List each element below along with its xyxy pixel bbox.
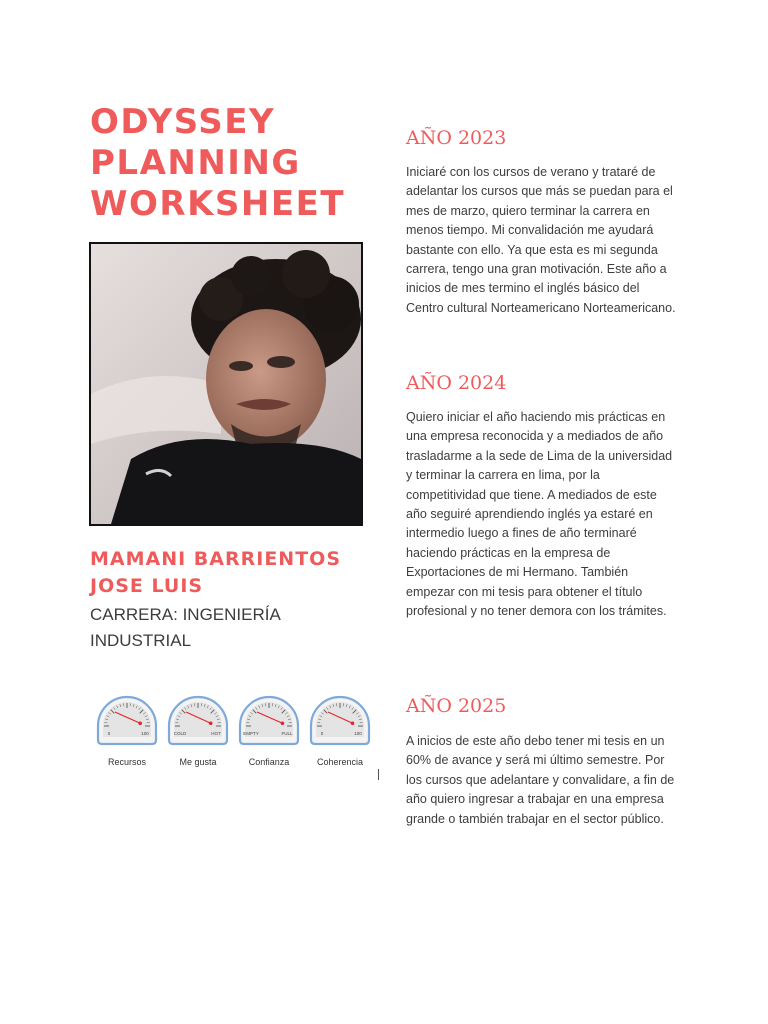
gauge-needle-tip xyxy=(209,722,213,726)
section-body-2025: A inicios de este año debo tener mi tesis en un 60% de avance y será mi último semestre. Por los cursos que adelantare y convalidare, a fin de año quiero ingresar a trabajar en una empresa grande o también trabajar en el sector público. xyxy=(406,734,675,826)
gauge-max-label: HOT xyxy=(211,731,221,736)
gauge-max-label: 100 xyxy=(141,731,149,736)
page-title xyxy=(90,102,370,225)
gauge-needle-tip xyxy=(281,722,285,726)
gauge-min-label: 0 xyxy=(320,731,324,736)
name-line-1: MAMANI BARRIENTOS xyxy=(90,548,342,570)
gauge-min-label: 0 xyxy=(107,731,111,736)
gauge-label: Coherencia xyxy=(316,757,364,767)
gauge-max-label: 100 xyxy=(354,731,362,736)
gauge-dial-icon xyxy=(94,692,160,748)
gauge-dial-icon xyxy=(165,692,231,748)
gauge-dial-icon xyxy=(307,692,373,748)
gauge-label: Confianza xyxy=(248,757,290,767)
section-body-2023: Iniciaré con los cursos de verano y trataré de adelantar los cursos que más se puedan para el mes de marzo, quiero terminar la carrera en menos tiempo. Mi convalidación me ayudará bastante con ello. Ya que esta es mi segunda carrera, tengo una gran motivación. Este año a inicios de mes termino el inglés básico del Centro cultural Norteamericano Norteamericano. xyxy=(406,165,676,315)
gauge-recursos xyxy=(94,692,160,767)
name-line-2: JOSE LUIS xyxy=(90,575,204,597)
section-heading-2024: AÑO 2024 xyxy=(406,372,507,394)
gauge-label: Recursos xyxy=(107,757,146,767)
section-heading-2025: AÑO 2025 xyxy=(406,695,507,717)
gauge-dial-icon xyxy=(236,692,302,748)
gauge-label: Me gusta xyxy=(179,757,217,767)
gauge-min-label: COLD xyxy=(173,731,187,736)
gauge-needle-tip xyxy=(138,722,142,726)
gauge-max-label: FULL xyxy=(281,731,293,736)
gauge-confianza xyxy=(236,692,302,767)
career-text: CARRERA: INGENIERÍA INDUSTRIAL xyxy=(90,605,280,650)
gauge-me-gusta xyxy=(165,692,231,767)
gauge-min-label: EMPTY xyxy=(243,731,259,736)
title-line-1: ODYSSEY xyxy=(90,102,276,142)
title-line-3: WORKSHEET xyxy=(90,184,346,224)
student-name xyxy=(90,546,370,600)
section-heading-2023: AÑO 2023 xyxy=(406,127,507,149)
portrait-image xyxy=(91,244,361,524)
gauge-row xyxy=(94,692,374,772)
gauge-coherencia xyxy=(307,692,373,767)
portrait-photo xyxy=(89,242,363,526)
gauge-needle-tip xyxy=(351,722,355,726)
title-line-2: PLANNING xyxy=(90,143,301,183)
text-cursor-mark xyxy=(378,769,379,780)
section-body-2024: Quiero iniciar el año haciendo mis prácticas en una empresa reconocida y a mediados de año trasladarme a la sede de Lima de la universidad y terminar la carrera en lima, por la competitividad que tiene. A mediados de este año seguiré aprendiendo inglés ya estaré en intermedio luego a fines de año terminaré haciendo prácticas en la empresa de Exportaciones de mi Hermano. También empezar con mi tesis para obtener el título profesional y no tener demora con los trámites. xyxy=(406,410,673,619)
